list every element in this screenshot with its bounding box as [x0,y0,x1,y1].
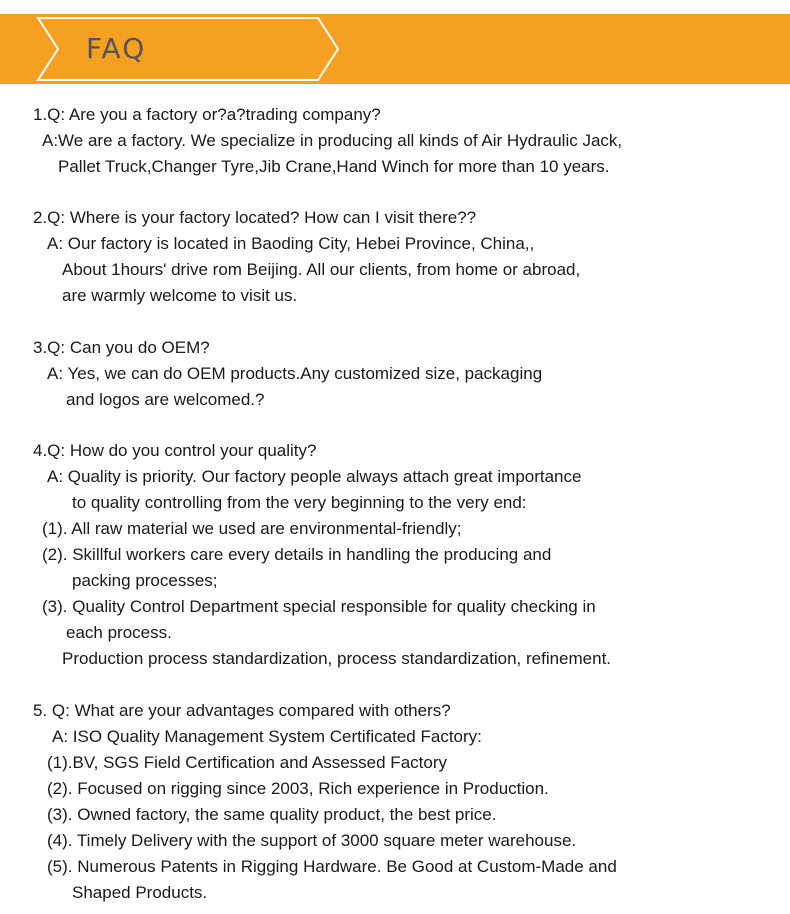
faq-5-question: 5. Q: What are your advantages compared with others? [33,701,451,720]
faq-4-answer-line: to quality controlling from the very beginning to the very end: [72,493,527,512]
faq-4-answer-line: (1). All raw material we used are environmental-friendly; [42,519,462,538]
faq-4-question: 4.Q: How do you control your quality? [33,441,317,460]
faq-4-answer-line: Production process standardization, process standardization, refinement. [62,649,612,668]
faq-5-answer-line: (1).BV, SGS Field Certification and Assessed Factory [47,753,447,772]
faq-2-question: 2.Q: Where is your factory located? How can I visit there?? [33,208,477,227]
faq-4-answer-line: (3). Quality Control Department special responsible for quality checking in [42,597,596,616]
faq-4-answer-line: each process. [66,623,172,642]
faq-5-answer-line: Shaped Products. [72,883,208,902]
faq-4-answer-line: A: Quality is priority. Our factory people always attach great importance [47,467,582,486]
faq-4-answer-line: (2). Skillful workers care every details in handling the producing and [42,545,552,564]
faq-3-answer-line: A: Yes, we can do OEM products.Any customized size, packaging [47,364,543,383]
faq-1-question: 1.Q: Are you a factory or?a?trading company? [33,105,381,124]
faq-1-answer-line: Pallet Truck,Changer Tyre,Jib Crane,Hand Winch for more than 10 years. [58,157,610,176]
faq-5-answer-line: (3). Owned factory, the same quality product, the best price. [47,805,497,824]
faq-5-answer-line: (2). Focused on rigging since 2003, Rich experience in Production. [47,779,549,798]
faq-3-answer-line: and logos are welcomed.? [66,390,265,409]
faq-2-answer-line: About 1hours' drive rom Beijing. All our clients, from home or abroad, [62,260,581,279]
faq-5-answer-line: (4). Timely Delivery with the support of 3000 square meter warehouse. [47,831,577,850]
faq-5-answer-line: (5). Numerous Patents in Rigging Hardware. Be Good at Custom-Made and [47,857,617,876]
faq-2-answer-line: are warmly welcome to visit us. [62,286,298,305]
faq-1-answer-line: A:We are a factory. We specialize in producing all kinds of Air Hydraulic Jack, [42,131,623,150]
faq-banner [0,14,790,84]
page-title: FAQ [86,32,147,65]
faq-4-answer-line: packing processes; [72,571,218,590]
faq-5-answer-line: A: ISO Quality Management System Certificated Factory: [52,727,482,746]
faq-3-question: 3.Q: Can you do OEM? [33,338,210,357]
faq-2-answer-line: A: Our factory is located in Baoding City, Hebei Province, China,, [47,234,535,253]
